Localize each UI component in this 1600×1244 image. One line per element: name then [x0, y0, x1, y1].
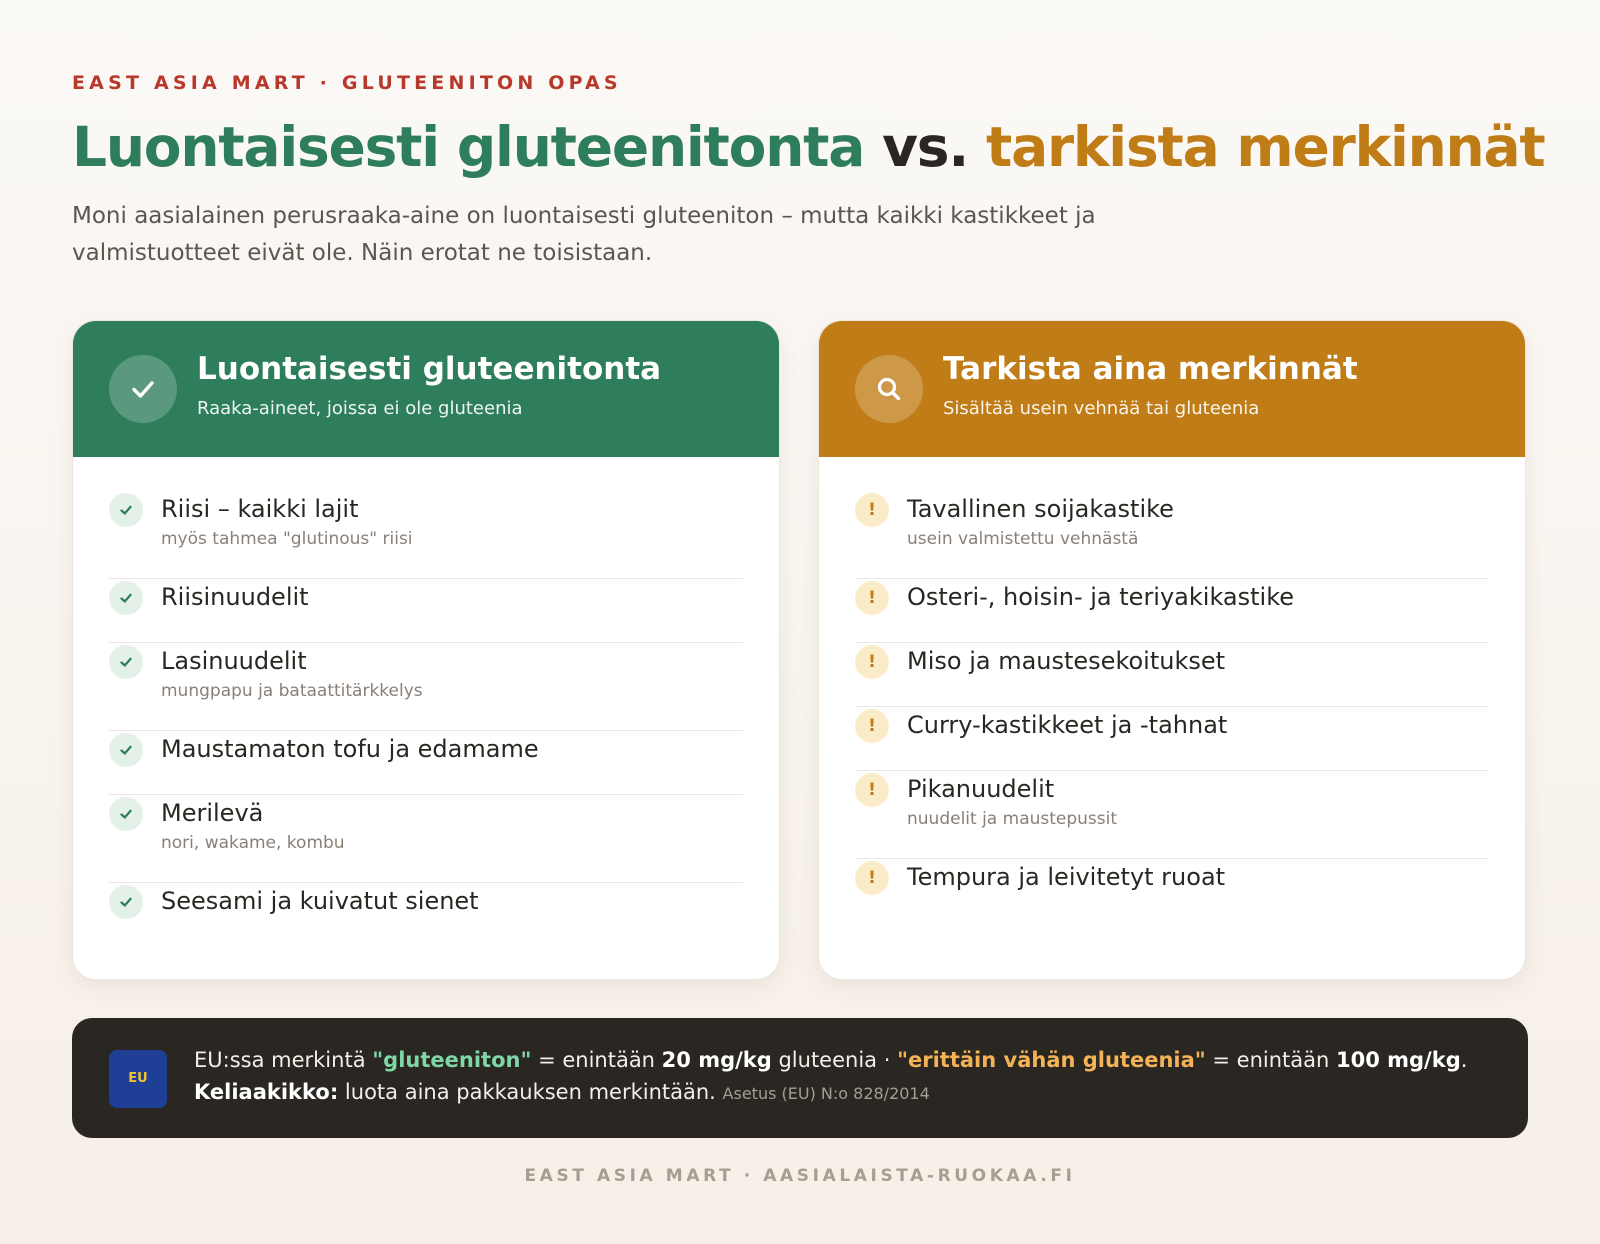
- check-card: [818, 320, 1526, 980]
- search-icon: [855, 355, 923, 423]
- banner-line-1: [194, 1048, 1467, 1072]
- title-safe-part: Luontaisesti gluteenitonta: [72, 115, 865, 179]
- banner-text: gluteenia ·: [771, 1048, 898, 1072]
- item-note: myös tahmea "glutinous" riisi: [161, 529, 413, 549]
- check-icon: [109, 493, 143, 527]
- item-name: Pikanuudelit: [907, 775, 1055, 803]
- list-item: [855, 707, 1489, 771]
- gluten-free-term: "gluteeniton": [372, 1048, 532, 1072]
- safe-card-subtitle: Raaka-aineet, joissa ei ole gluteenia: [197, 398, 523, 419]
- check-icon: [109, 645, 143, 679]
- item-name: Maustamaton tofu ja edamame: [161, 735, 539, 763]
- limit-20: 20 mg/kg: [661, 1048, 772, 1072]
- warning-icon: !: [855, 645, 889, 679]
- banner-text: = enintään: [1205, 1048, 1336, 1072]
- eu-flag-icon: EU: [109, 1050, 167, 1108]
- title-vs: vs.: [864, 115, 986, 179]
- warning-icon: !: [855, 861, 889, 895]
- list-item: [855, 579, 1489, 643]
- warning-icon: !: [855, 773, 889, 807]
- list-item: [109, 795, 743, 883]
- list-item: [109, 579, 743, 643]
- check-icon: [109, 355, 177, 423]
- item-note: usein valmistettu vehnästä: [907, 529, 1139, 549]
- eyebrow: EAST ASIA MART · GLUTEENITON OPAS: [72, 72, 622, 94]
- warning-icon: !: [855, 709, 889, 743]
- item-note: nori, wakame, kombu: [161, 833, 345, 853]
- item-name: Osteri-, hoisin- ja teriyakikastike: [907, 583, 1295, 611]
- item-name: Riisi – kaikki lajit: [161, 495, 359, 523]
- page-title: [72, 112, 1545, 182]
- safe-list: [109, 491, 743, 947]
- limit-100: 100 mg/kg: [1336, 1048, 1461, 1072]
- list-item: [855, 771, 1489, 859]
- intro-text: Moni aasialainen perusraaka-aine on luontaisesti gluteeniton – mutta kaikki kastikkeet ja valmistuotteet eivät ole. Näin erotat ne toisistaan.: [72, 203, 1096, 266]
- list-item: [855, 859, 1489, 923]
- banner-line-2: [194, 1080, 930, 1104]
- item-name: Miso ja maustesekoitukset: [907, 647, 1226, 675]
- banner-text: EU:ssa merkintä: [194, 1048, 373, 1072]
- list-item: [109, 643, 743, 731]
- safe-card-title: Luontaisesti gluteenitonta: [197, 351, 662, 387]
- item-name: Seesami ja kuivatut sienet: [161, 887, 479, 915]
- item-name: Curry-kastikkeet ja -tahnat: [907, 711, 1228, 739]
- item-name: Riisinuudelit: [161, 583, 309, 611]
- eu-regulation-banner: [72, 1018, 1528, 1138]
- coeliac-label: Keliaakikko:: [194, 1080, 339, 1104]
- check-card-title: Tarkista aina merkinnät: [943, 351, 1358, 387]
- check-card-header: [819, 321, 1525, 457]
- banner-text: luota aina pakkauksen merkintään.: [338, 1080, 723, 1104]
- title-check-part: tarkista merkinnät: [985, 115, 1545, 179]
- item-note: mungpapu ja bataattitärkkelys: [161, 681, 423, 701]
- check-card-subtitle: Sisältää usein vehnää tai gluteenia: [943, 398, 1260, 419]
- item-note: nuudelit ja maustepussit: [907, 809, 1118, 829]
- list-item: [109, 491, 743, 579]
- list-item: [109, 883, 743, 947]
- regulation-reference: Asetus (EU) N:o 828/2014: [722, 1084, 930, 1103]
- check-icon: [109, 733, 143, 767]
- safe-card-header: [73, 321, 779, 457]
- footer: EAST ASIA MART · AASIALAISTA-RUOKAA.FI: [524, 1166, 1076, 1186]
- safe-card: [72, 320, 780, 980]
- warning-icon: !: [855, 581, 889, 615]
- list-item: [109, 731, 743, 795]
- very-low-gluten-term: "erittäin vähän gluteenia": [897, 1048, 1206, 1072]
- banner-text: .: [1460, 1048, 1468, 1072]
- warning-icon: !: [855, 493, 889, 527]
- check-icon: [109, 885, 143, 919]
- banner-text: = enintään: [531, 1048, 662, 1072]
- check-icon: [109, 797, 143, 831]
- list-item: [855, 491, 1489, 579]
- item-name: Tempura ja leivitetyt ruoat: [907, 863, 1226, 891]
- check-icon: [109, 581, 143, 615]
- check-list: [855, 491, 1489, 923]
- item-name: Merilevä: [161, 799, 264, 827]
- item-name: Tavallinen soijakastike: [907, 495, 1174, 523]
- item-name: Lasinuudelit: [161, 647, 307, 675]
- list-item: [855, 643, 1489, 707]
